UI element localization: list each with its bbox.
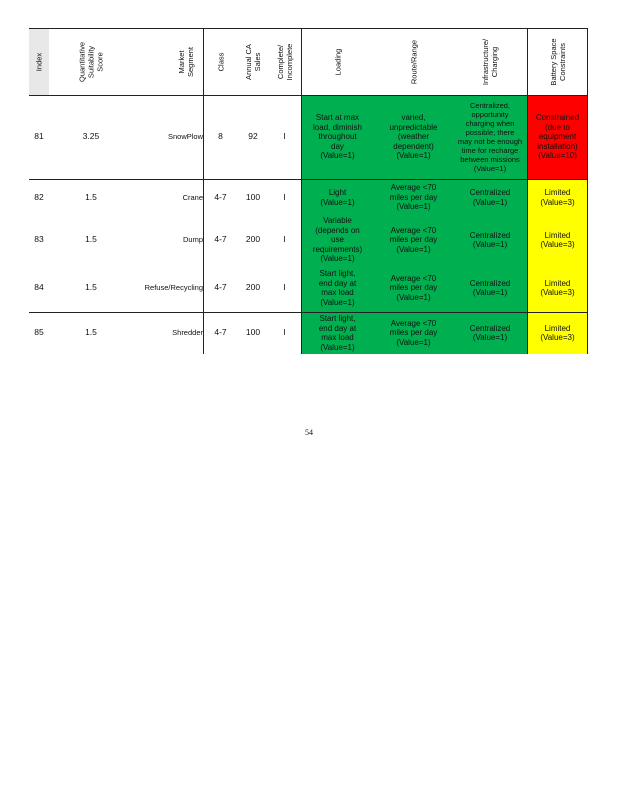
header-class bbox=[203, 28, 238, 95]
header-label: Class bbox=[216, 52, 225, 71]
column-divider bbox=[301, 28, 302, 354]
cell-class: 4-7 bbox=[214, 327, 227, 338]
cell-sales: 100 bbox=[245, 327, 261, 338]
header-label: Route/Range bbox=[409, 39, 418, 84]
cell-infra: Centralized, opportunity charging when possible; there may not be enough time for recharge between missions (Value=1) bbox=[453, 95, 527, 179]
cell-index: 85 bbox=[34, 327, 44, 338]
cell-sales: 200 bbox=[245, 234, 261, 245]
cell-class: 4-7 bbox=[214, 282, 227, 293]
row-divider bbox=[29, 312, 588, 313]
header-label: Loading bbox=[333, 48, 342, 75]
cell-route: Average <70 miles per day (Value=1) bbox=[374, 179, 453, 216]
cell-route: varied, unpredictable (weather dependent) (Value=1) bbox=[374, 95, 453, 179]
cell-loading: Start light, end day at max load (Value=1) bbox=[301, 312, 374, 354]
cell-sales: 100 bbox=[245, 191, 261, 202]
header-segment bbox=[133, 28, 203, 95]
header-label: Index bbox=[34, 52, 44, 71]
header-bottom-border bbox=[29, 95, 588, 96]
header-loading bbox=[301, 28, 374, 95]
cell-class: 4-7 bbox=[214, 191, 227, 202]
cell-complete: I bbox=[283, 131, 286, 142]
table-header-row bbox=[29, 28, 588, 95]
cell-route: Average <70 miles per day (Value=1) bbox=[374, 264, 453, 312]
cell-score: 1.5 bbox=[85, 234, 97, 245]
cell-segment: Refuse/Recycling bbox=[144, 283, 203, 293]
row-divider bbox=[29, 179, 588, 180]
header-label: Complete/ Incomplete bbox=[275, 43, 294, 80]
cell-battery: Limited (Value=3) bbox=[527, 179, 588, 216]
cell-battery: Constrained (due to equipment installation) (Value=10) bbox=[527, 95, 588, 179]
cell-index: 81 bbox=[34, 131, 44, 142]
cell-complete: I bbox=[283, 191, 286, 202]
cell-segment: Shredder bbox=[172, 328, 203, 338]
cell-infra: Centralized (Value=1) bbox=[453, 264, 527, 312]
cell-infra: Centralized (Value=1) bbox=[453, 179, 527, 216]
header-label: Battery Space Constraints bbox=[548, 37, 567, 86]
header-index bbox=[29, 28, 49, 95]
cell-score: 1.5 bbox=[85, 282, 97, 293]
cell-battery: Limited (Value=3) bbox=[527, 216, 588, 264]
page-number: 54 bbox=[305, 428, 313, 437]
column-divider bbox=[527, 28, 528, 354]
cell-complete: I bbox=[283, 234, 286, 245]
header-battery bbox=[527, 28, 588, 95]
header-label: Quantitative Suitability Score bbox=[77, 41, 105, 82]
data-table bbox=[29, 28, 588, 354]
cell-class: 8 bbox=[218, 131, 223, 142]
header-score bbox=[49, 28, 133, 95]
cell-index: 83 bbox=[34, 234, 44, 245]
cell-score: 3.25 bbox=[82, 131, 100, 142]
cell-segment: Dump bbox=[182, 235, 203, 245]
header-label: Annual CA Sales bbox=[244, 43, 262, 80]
cell-loading: Variable (depends on use requirements) (Value=1) bbox=[301, 216, 374, 264]
cell-infra: Centralized (Value=1) bbox=[453, 216, 527, 264]
header-label: Infrastructure/ Charging bbox=[481, 38, 499, 85]
cell-loading: Start at max load, diminish throughout day (Value=1) bbox=[301, 95, 374, 179]
table-top-border bbox=[29, 28, 588, 29]
cell-class: 4-7 bbox=[214, 234, 227, 245]
cell-score: 1.5 bbox=[85, 191, 97, 202]
cell-segment: SnowPlow bbox=[167, 132, 203, 142]
header-label: Market Segment bbox=[176, 46, 195, 77]
cell-index: 84 bbox=[34, 282, 44, 293]
header-route bbox=[374, 28, 453, 95]
cell-route: Average <70 miles per day (Value=1) bbox=[374, 216, 453, 264]
cell-index: 82 bbox=[34, 191, 44, 202]
cell-loading: Light (Value=1) bbox=[301, 179, 374, 216]
cell-infra: Centralized (Value=1) bbox=[453, 312, 527, 354]
cell-loading: Start light, end day at max load (Value=1) bbox=[301, 264, 374, 312]
cell-sales: 200 bbox=[245, 282, 261, 293]
cell-score: 1.5 bbox=[85, 327, 97, 338]
header-sales bbox=[238, 28, 268, 95]
header-infra bbox=[453, 28, 527, 95]
cell-battery: Limited (Value=3) bbox=[527, 264, 588, 312]
table-right-border bbox=[587, 28, 588, 354]
cell-complete: I bbox=[283, 327, 286, 338]
cell-battery: Limited (Value=3) bbox=[527, 312, 588, 354]
column-divider bbox=[203, 28, 204, 354]
header-complete bbox=[268, 28, 301, 95]
cell-sales: 92 bbox=[248, 131, 258, 142]
cell-complete: I bbox=[283, 282, 286, 293]
cell-segment: Crane bbox=[182, 192, 203, 202]
cell-route: Average <70 miles per day (Value=1) bbox=[374, 312, 453, 354]
